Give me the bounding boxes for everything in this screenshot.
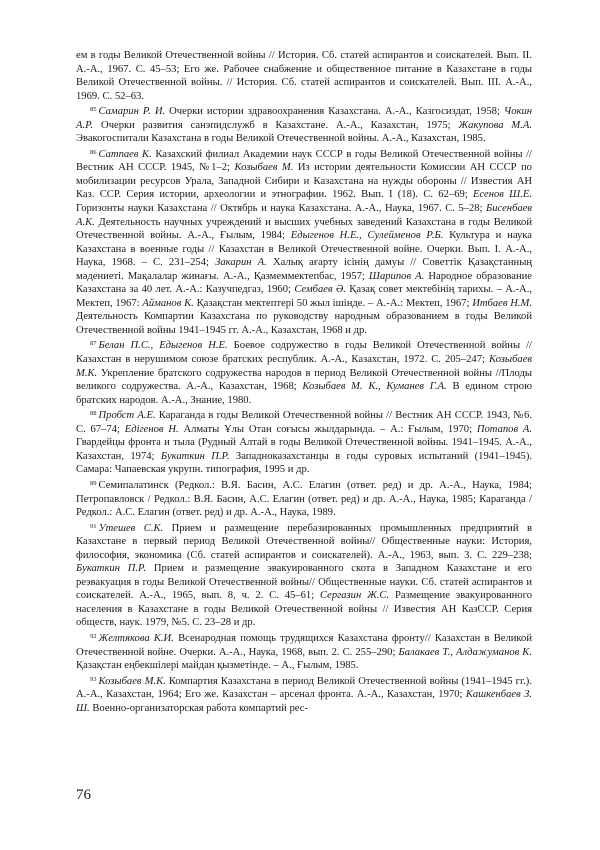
author-name: Козыбаев М. — [234, 162, 294, 174]
citation-text: Прием и размещение перебазированных промышленных предприятий в Казахстане в первый период Великой Отечественной войны// Общественные науки: История, философия, экономика (Сб. статей аспирантов и соискателей). А.-А., 1963, вып. 3. С. 229–238; — [76, 522, 532, 561]
author-name: Белан П.С., Едыгенов Н.Е. — [98, 340, 228, 352]
citation-text: Очерки развития санэпидслужб в Казахстане. А.-А., Казахстан, 1975; — [93, 119, 459, 131]
citation-text: Деятельность научных учреждений и высших учебных заведений Казахстана в годы Великой Отечественной войны. А.-А., Ғылым, 1984; — [76, 216, 532, 242]
page-number: 76 — [76, 787, 91, 803]
author-name: Пробст А.Е. — [98, 410, 156, 422]
author-name: Итбаев Н.М. — [472, 297, 532, 309]
citation-text: Западноказахстанцы в годы суровых испытаний (1941–1945). Самара: Чапаевская укрупн. типография, 1995 и др. — [76, 450, 532, 476]
citation-text: Алматы Ұлы Отан соғысы жылдарында. – А.: Ғылым, 1970; — [178, 423, 477, 435]
author-name: Утешев С.К. — [98, 522, 164, 534]
footnote-number: 88 — [90, 410, 97, 418]
author-name: Козыбаев М.К. — [76, 354, 532, 379]
footnote-number: 89 — [90, 479, 97, 487]
citation-text: Эвакогоспитали Казахстана в годы Великой Отечественной войны. А.-А., Казахстан, 1985. — [76, 133, 486, 145]
footnote-85 — [76, 103, 532, 146]
footnote-91 — [76, 520, 532, 630]
citation-text: Халық ағарту ісінің дамуы // Советтік Қазақстанның мәдениеті. Мақалалар жинағы. А.-А., Қазмеммектепбас, 1957; — [76, 257, 533, 282]
footnote-number: 93 — [90, 675, 97, 683]
author-name: Желтякова К.И. — [98, 632, 174, 644]
author-name: Букаткин П.Р. — [76, 563, 147, 575]
author-name: Сембаев Ә. — [294, 284, 346, 296]
citation-text: Қазақстан мектептері 50 жыл ішінде. – А.-А.: Мектеп, 1967; — [193, 297, 473, 309]
footnote-number: 86 — [90, 148, 97, 156]
author-name: Сергазин Ж.С. — [319, 590, 390, 602]
author-name: Сатпаев К. — [98, 148, 152, 160]
citation-text: Боевое содружество в годы Великой Отечественной войны // Казахстан в нерушимом союзе братских республик. А.-А., Казахстан, 1972. С. 205–247; — [76, 340, 532, 366]
author-name: Бисенбаев А.К. — [76, 203, 532, 228]
footnote-93 — [76, 673, 532, 716]
citation-text: Всенародная помощь трудящихся Казахстана фронту// Казахстан в Великой Отечественной войне. Очерки. А.-А., Наука, 1968, вып. 2. С. 255–290; — [76, 632, 532, 658]
citation-text: Казахский филиал Академии наук СССР в годы Великой Отечественной войны // Вестник АН СССР. 1945, №1–2; — [76, 148, 532, 174]
citation-text: Народное образование Казахстана за 40 лет. А.-А.: Казучпедгаз, 1960; — [76, 270, 532, 296]
footnote-number: 91 — [90, 522, 97, 530]
author-name: Букаткин П.Р. — [160, 450, 230, 462]
citation-text: Укрепление братского содружества народов в период Великой Отечественной войны //Плоды великого содружества. А.-А., Казахстан, 1968; — [76, 367, 532, 393]
author-name: Едігенов Н. — [124, 423, 179, 435]
citation-text: Горизонты науки Казахстана // Октябрь и наука Казахстана. А.-А., Наука, 1967. С. 5–28; — [76, 203, 486, 215]
citation-text: Гвардейцы фронта и тыла (Рудный Алтай в годы Великой Отечественной войны. 1941–1945. А.-А., Казахстан, 1974; — [76, 437, 532, 462]
citation-text: Караганда в годы Великой Отечественной войны // Вестник АН СССР. 1943, №6. С. 67–74; — [76, 410, 532, 435]
citation-text: Прием и размещение эвакуированного скота в Западном Казахстане и его реэвакуация в годы Великой Отечественной войны// Общественные науки. Сб. статей аспирантов и соискателей. А.-А., 1965, вып. 8, ч. 2. С. 45–61; — [76, 563, 532, 602]
author-name: Чокин А.Р. — [76, 106, 532, 131]
author-name: Закарин А. — [215, 257, 267, 269]
author-name: Козыбаев М. К., Куманев Г.А. — [302, 381, 447, 393]
citation-text: В едином строю братских народов. А.-А., Знание, 1980. — [76, 381, 532, 406]
footnote-86 — [76, 146, 532, 338]
citation-text: Военно-организаторская работа компартий рес- — [89, 702, 308, 714]
citation-text: Размещение эвакуированного населения в Казахстане в годы Великой Отечественной войны // Известия АН КазССР. Серия обществ, наук. 1979, №5. С. 23–28 и др. — [76, 590, 532, 629]
author-name: Шарипов А. — [368, 270, 425, 282]
author-name: Потапов А. — [476, 423, 532, 435]
footnote-number: 85 — [90, 106, 97, 114]
footnote-89 — [76, 477, 532, 520]
citation-text: Семипалатинск (Редкол.: В.Я. Басин, А.С. Елагин (ответ. ред) и др. А.-А., Наука, 1984; Петропавловск / Редкол.: В.Я. Басин, А.С. Елагин (ответ. ред) и др. А.-А., Наука, 1985; Караганда / Редкол.: А.С. Елагин (ответ. ред) и др. А.-А., Наука, 1989. — [76, 479, 532, 519]
author-name: Есенов Ш.Е. — [473, 189, 532, 201]
author-name: Жакупова М.А. — [458, 119, 532, 131]
author-name: Кашкенбаев З. Ш. — [76, 689, 532, 714]
citation-text: Қазақстан еңбекшілері майдан қызметінде. – А., Ғылым, 1985. — [76, 660, 359, 672]
author-name: Едыгенов Н.Е., Сулейменов Р.Б. — [290, 230, 444, 242]
author-name: Айманов К. — [142, 297, 194, 309]
citation-text: Қазақ совет мектебінің тарихы. – А.-А., Мектеп, 1967: — [76, 284, 533, 309]
citation-text: Компартия Казахстана в период Великой Отечественной войны (1941–1945 гг.). А.-А., Казахстан, 1964; Его же. Казахстан – арсенал фронта. А.-А., Казахстан, 1970; — [76, 675, 532, 701]
footnote-0 — [76, 49, 532, 103]
citation-text: Культура и наука Казахстана в военные годы // Казахстан в Великой Отечественной войне. Очерки. Вып. I. А.-А., Наука, 1968. – С. 231–254; — [76, 230, 532, 269]
citation-text: Из истории деятельности Комиссии АН СССР по мобилизации ресурсов Урала, Западной Сибири и Казахстана на нужды обороны // Известия АН Каз. ССР. Серия истории, археологии и этнографии. 1962. Вып. I (18). С. 62–69; — [76, 162, 532, 201]
citation-text: Деятельность Компартии Казахстана по руководству народным образованием в годы Великой Отечественной войны 1941–1945 гг. А.-А., Казахстан, 1968 и др. — [76, 311, 532, 336]
footnote-87 — [76, 337, 532, 407]
author-name: Самарин Р. И. — [98, 106, 166, 118]
citation-text: ем в годы Великой Отечественной войны // История. Сб. статей аспирантов и соискателей. Вып. II. А.-А., 1967. С. 45–53; Его же. Рабочее снабжение и общественное питание в Казахстане в годы Великой Отечественной войны. // История. Сб. статей аспирантов и соискателей. Вып. III. А.-А., 1969. С. 52–63. — [76, 50, 532, 102]
footnote-92 — [76, 630, 532, 673]
footnote-number: 87 — [90, 340, 97, 348]
footnote-number: 92 — [90, 632, 97, 640]
author-name: Балакаев Т., Алдажуманов К. — [398, 646, 532, 658]
citation-text: Очерки истории здравоохранения Казахстана. А.-А., Казгосиздат, 1958; — [165, 106, 504, 118]
footnotes-section — [76, 49, 532, 715]
author-name: Козыбаев М.К. — [98, 675, 166, 687]
footnote-88 — [76, 407, 532, 477]
